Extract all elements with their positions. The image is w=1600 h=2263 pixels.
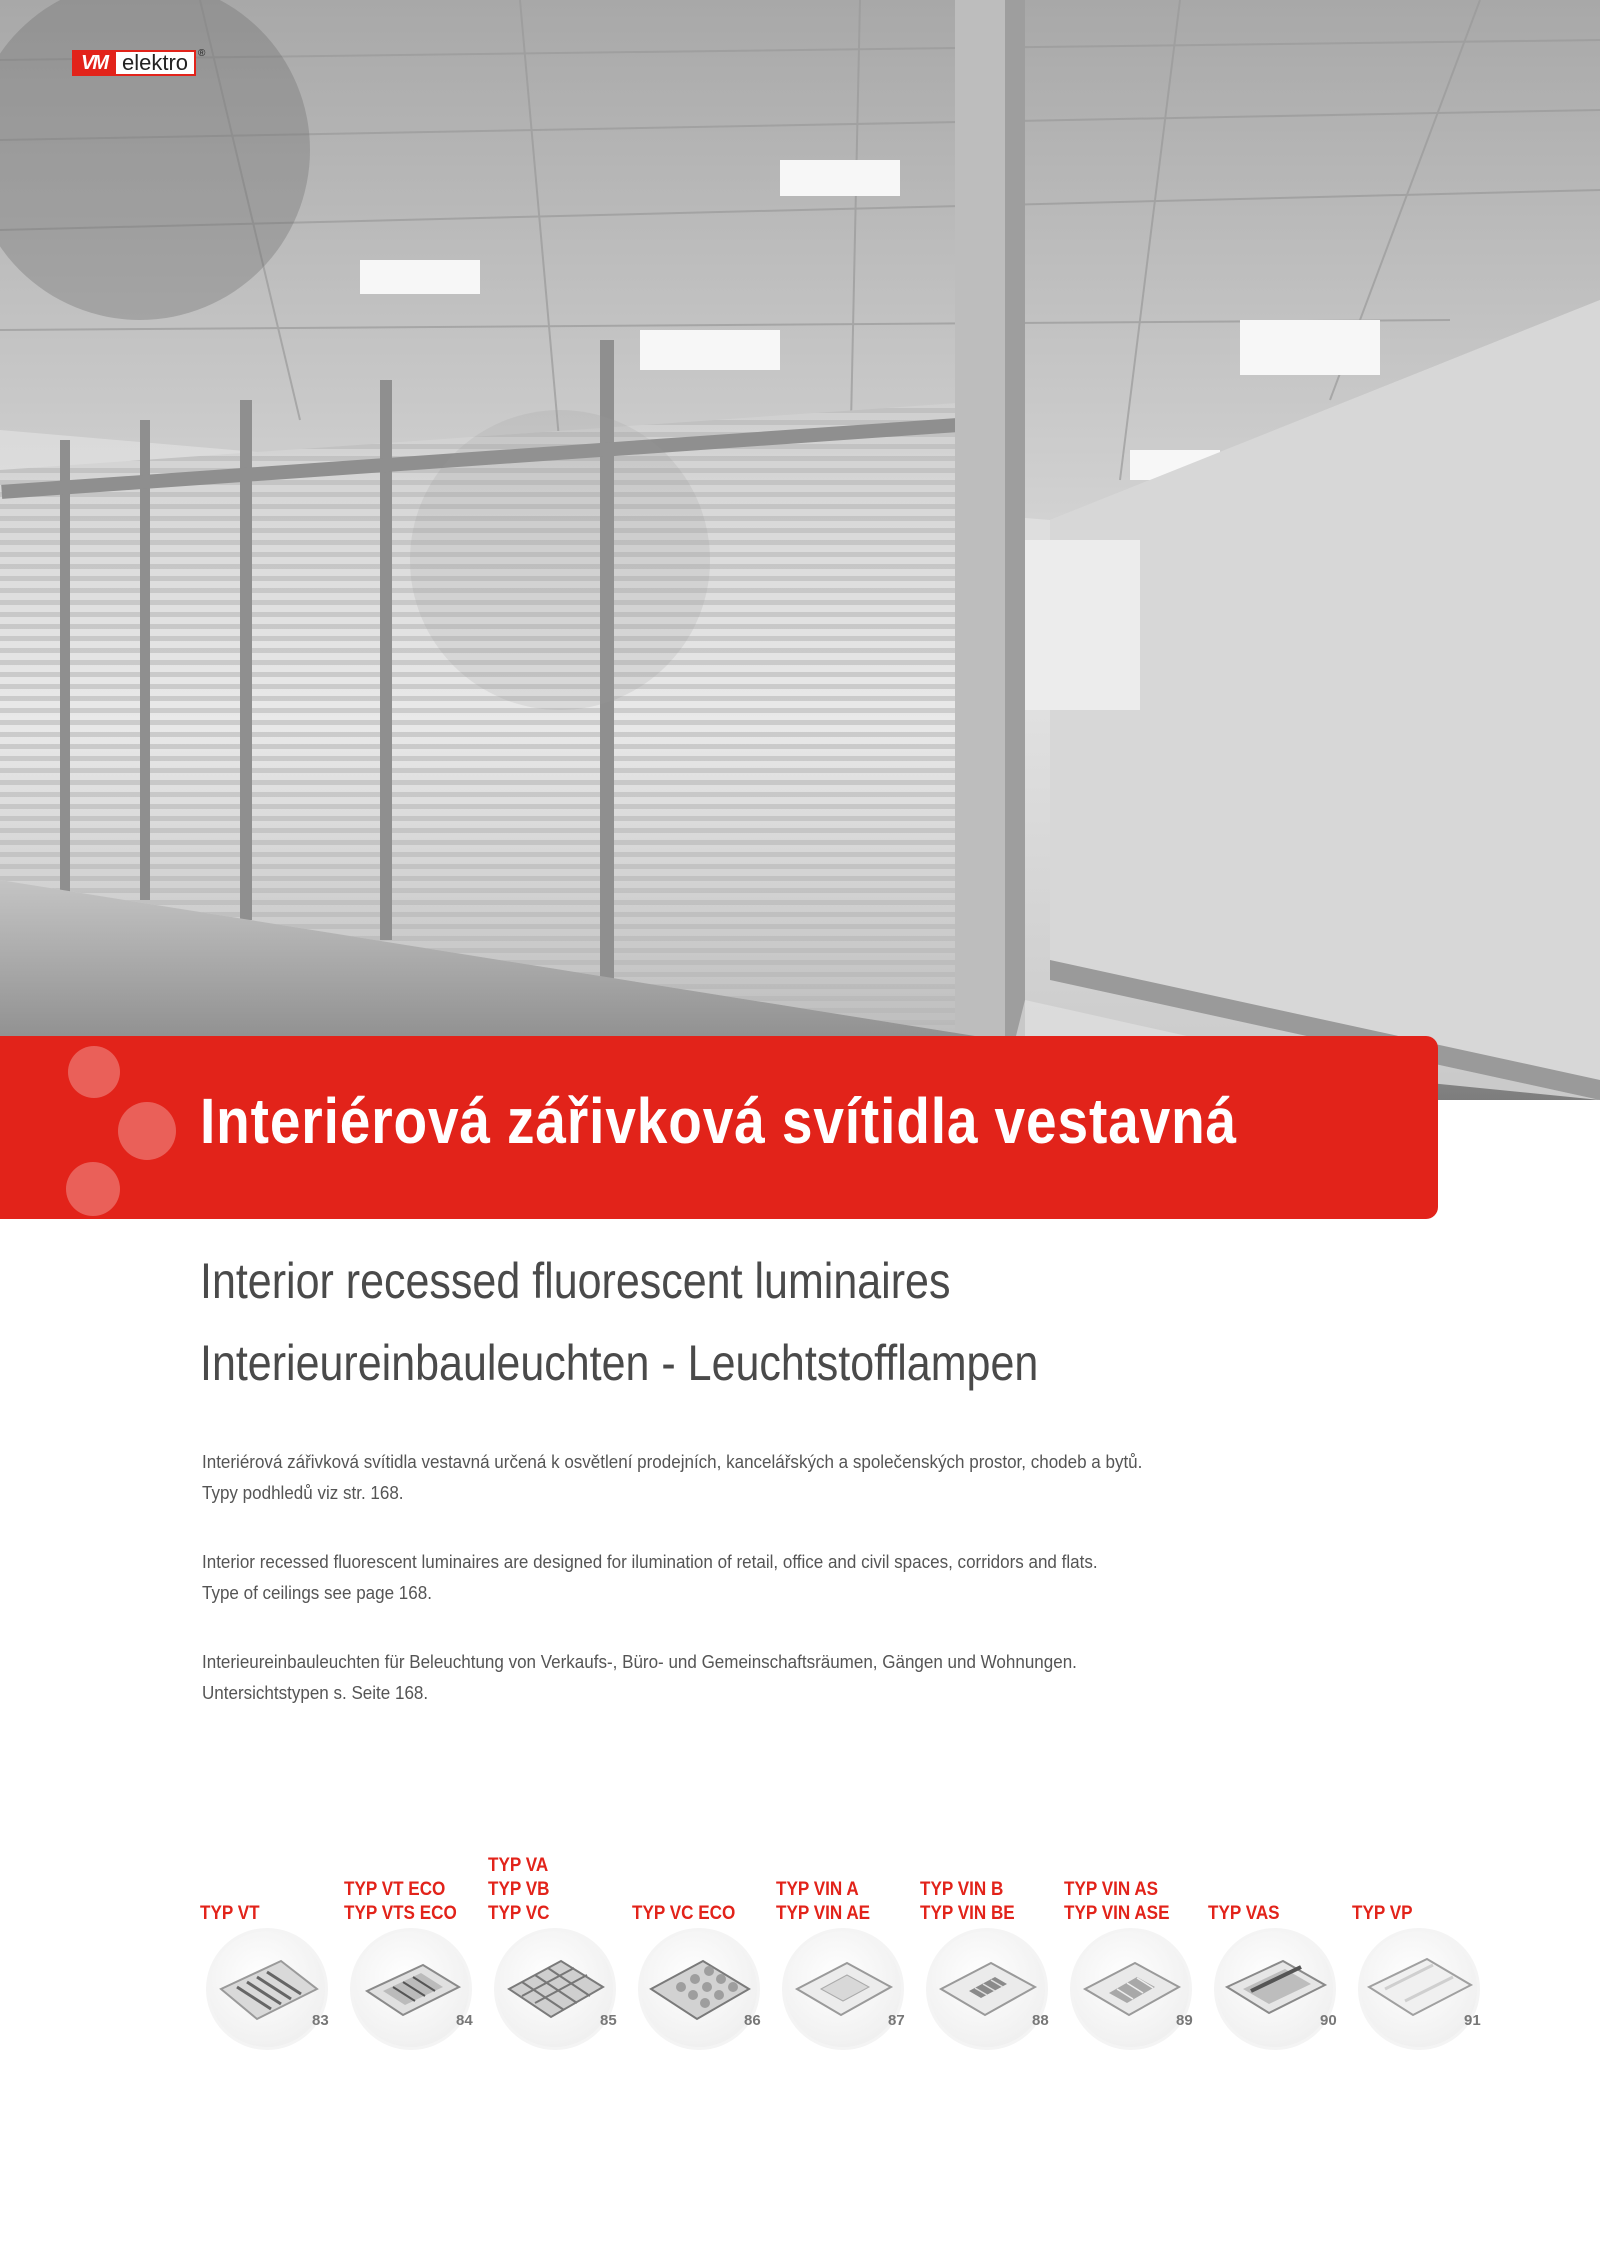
type-label: TYP VA	[488, 1855, 549, 1876]
page-number: 88	[1032, 2012, 1049, 2029]
louver-luminaire-icon	[350, 1928, 472, 2050]
type-label: TYP VIN AE	[776, 1903, 871, 1924]
logo-mark: VM	[72, 50, 116, 76]
page-number: 90	[1320, 2012, 1337, 2029]
paragraph-line: Interior recessed fluorescent luminaires are designed for ilumination of retail, office and civil spaces, corridors and flats.	[202, 1551, 1098, 1572]
product-type-vc-eco[interactable]	[632, 1810, 772, 2040]
decorative-dot	[66, 1162, 120, 1216]
center-louver-luminaire-icon	[926, 1928, 1048, 2050]
opal-panel-luminaire-icon	[1358, 1928, 1480, 2050]
page-number: 86	[744, 2012, 761, 2029]
registered-mark: ®	[198, 48, 206, 59]
type-label: TYP VIN A	[776, 1879, 859, 1900]
type-labels	[920, 1878, 1015, 1926]
parabolic-grid-luminaire-icon	[494, 1928, 616, 2050]
louver-grid-luminaire-icon	[206, 1928, 328, 2050]
prismatic-luminaire-icon	[638, 1928, 760, 2050]
type-label: TYP VAS	[1208, 1903, 1280, 1924]
decorative-dot	[118, 1102, 176, 1160]
paragraph-line: Typy podhledů viz str. 168.	[202, 1482, 404, 1503]
type-label: TYP VIN B	[920, 1879, 1004, 1900]
type-label: TYP VC ECO	[632, 1903, 736, 1924]
type-labels	[1208, 1902, 1280, 1926]
type-label: TYP VT ECO	[344, 1879, 446, 1900]
description-german	[202, 1646, 1077, 1708]
diffuser-panel-luminaire-icon	[782, 1928, 904, 2050]
center-louver-panel-luminaire-icon	[1070, 1928, 1192, 2050]
office-corridor-illustration	[0, 0, 1600, 1100]
type-labels	[200, 1902, 260, 1926]
type-label: TYP VTS ECO	[344, 1903, 457, 1924]
type-label: TYP VIN BE	[920, 1903, 1015, 1924]
type-label: TYP VT	[200, 1903, 260, 1924]
product-type-vp[interactable]	[1352, 1810, 1492, 2040]
page-number: 91	[1464, 2012, 1481, 2029]
type-labels	[1064, 1878, 1169, 1926]
page-title: Interiérová zářivková svítidla vestavná	[200, 1085, 1238, 1157]
type-label: TYP VC	[488, 1903, 550, 1924]
product-type-vt-eco[interactable]	[344, 1810, 484, 2040]
product-type-vin-b[interactable]	[920, 1810, 1060, 2040]
paragraph-line: Interiérová zářivková svítidla vestavná určená k osvětlení prodejních, kancelářských a společenských prostor, chodeb a bytů.	[202, 1451, 1143, 1472]
product-type-vin-a[interactable]	[776, 1810, 916, 2040]
product-type-strip	[200, 1810, 1500, 2050]
type-labels	[776, 1878, 870, 1926]
product-type-vt[interactable]	[200, 1810, 340, 2040]
paragraph-line: Type of ceilings see page 168.	[202, 1582, 432, 1603]
type-labels	[632, 1902, 735, 1926]
page-number: 85	[600, 2012, 617, 2029]
type-labels	[344, 1878, 457, 1926]
type-label: TYP VP	[1352, 1903, 1413, 1924]
page-number: 83	[312, 2012, 329, 2029]
type-labels	[488, 1854, 549, 1926]
subtitle-english: Interior recessed fluorescent luminaires	[200, 1253, 951, 1309]
product-type-vas[interactable]	[1208, 1810, 1348, 2040]
type-label: TYP VIN ASE	[1064, 1903, 1170, 1924]
type-labels	[1352, 1902, 1413, 1926]
type-label: TYP VB	[488, 1879, 550, 1900]
logo-text: elektro	[116, 50, 196, 76]
product-type-va-vb-vc[interactable]	[488, 1810, 628, 2040]
hero-photo	[0, 0, 1600, 1100]
paragraph-line: Untersichtstypen s. Seite 168.	[202, 1682, 429, 1703]
product-type-vin-as[interactable]	[1064, 1810, 1204, 2040]
paragraph-line: Interieureinbauleuchten für Beleuchtung von Verkaufs-, Büro- und Gemeinschaftsräumen, Gängen und Wohnungen.	[202, 1651, 1077, 1672]
description-czech	[202, 1446, 1142, 1508]
subtitle-german: Interieureinbauleuchten - Leuchtstofflampen	[200, 1335, 1039, 1391]
page-number: 89	[1176, 2012, 1193, 2029]
page-number: 84	[456, 2012, 473, 2029]
asymmetric-luminaire-icon	[1214, 1928, 1336, 2050]
decorative-dot	[68, 1046, 120, 1098]
brand-logo	[72, 48, 205, 78]
type-label: TYP VIN AS	[1064, 1879, 1159, 1900]
description-english	[202, 1546, 1098, 1608]
page-number: 87	[888, 2012, 905, 2029]
title-banner	[0, 1036, 1438, 1219]
